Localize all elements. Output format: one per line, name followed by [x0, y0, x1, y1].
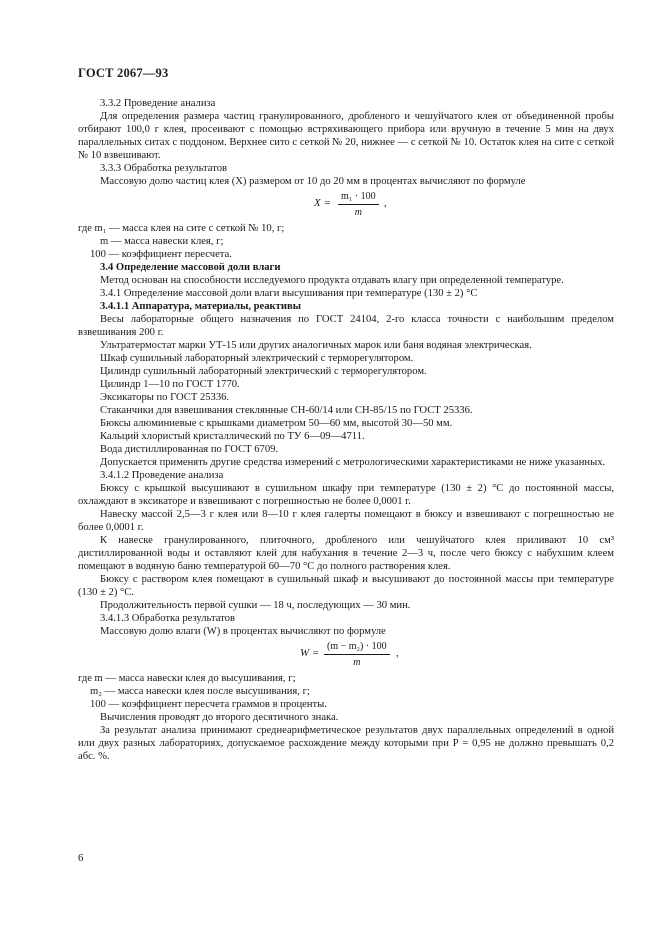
list-item: Кальций хлористый кристаллический по ТУ 6—09—4711. — [100, 431, 365, 442]
list-item: Стаканчики для взвешивания стеклянные СН-60/14 или СН-85/15 по ГОСТ 25336. — [100, 405, 473, 416]
paragraph: Бюксу с раствором клея помещают в сушильный шкаф и высушивают до постоянной массы при температуре (130 ± 2) °С. — [78, 574, 614, 598]
paragraph: Массовую долю влаги (W) в процентах вычисляют по формуле — [100, 626, 386, 637]
list-item: Вода дистиллированная по ГОСТ 6709. — [100, 444, 279, 455]
formula-lhs: X = — [314, 197, 331, 209]
section-3-3-2-title: 3.3.2 Проведение анализа — [100, 98, 216, 109]
definition-line: где m₁ — масса клея на сите с сеткой № 10, г; — [78, 223, 285, 234]
formula-lhs: W = — [300, 647, 320, 659]
formula-tail: , — [396, 647, 399, 659]
section-3-3-3-title: 3.3.3 Обработка результатов — [100, 163, 227, 174]
list-item: Бюксы алюминиевые с крышками диаметром 50—60 мм, высотой 30—50 мм. — [100, 418, 453, 429]
paragraph: Навеску массой 2,5—3 г клея или 8—10 г клея галерты помещают в бюксу и взвешивают с погрешностью не более 0,0001 г. — [78, 509, 614, 533]
formula-fraction — [324, 640, 390, 669]
paragraph: Бюксу с крышкой высушивают в сушильном шкафу при температуре (130 ± 2) °С до постоянной массы, охлаждают в эксикаторе и взвешивают с погрешностью не более 0,0001 г. — [78, 483, 614, 507]
paragraph: Вычисления проводят до второго десятичного знака. — [100, 712, 339, 723]
paragraph: Допускается применять другие средства измерений с метрологическими характеристиками не ниже указанных. — [100, 457, 606, 468]
formula-denominator: m — [353, 657, 361, 668]
formula-numerator: (m − m₂) · 100 — [324, 640, 390, 655]
section-3-4-1-2-title: 3.4.1.2 Проведение анализа — [100, 470, 224, 481]
paragraph: Массовую долю частиц клея (X) размером от 10 до 20 мм в процентах вычисляют по формуле — [100, 176, 526, 187]
definition-line: 100 — коэффициент пересчета. — [90, 249, 232, 260]
formula-numerator: m₁ · 100 — [338, 190, 379, 205]
formula-particle-fraction — [78, 188, 614, 222]
formula-denominator: m — [354, 207, 362, 218]
section-3-4-1-title: 3.4.1 Определение массовой доли влаги высушивания при температуре (130 ± 2) °С — [100, 288, 478, 299]
document-body — [78, 97, 614, 763]
formula-tail: , — [384, 197, 387, 209]
definition-line: 100 — коэффициент пересчета граммов в проценты. — [90, 699, 327, 710]
list-item: Ультратермостат марки УТ-15 или других аналогичных марок или баня водяная электрическая. — [100, 340, 532, 351]
formula-fraction — [338, 190, 379, 219]
section-3-4-1-3-title: 3.4.1.3 Обработка результатов — [100, 613, 235, 624]
section-3-4-title: 3.4 Определение массовой доли влаги — [100, 262, 281, 273]
definition-line: где m — масса навески клея до высушивания, г; — [78, 673, 296, 684]
list-item: Цилиндр сушильный лабораторный электрический с терморегулятором. — [100, 366, 427, 377]
section-3-4-1-1-title: 3.4.1.1 Аппаратура, материалы, реактивы — [100, 301, 301, 312]
list-item: Шкаф сушильный лабораторный электрический с терморегулятором. — [100, 353, 414, 364]
formula-moisture-fraction — [78, 638, 614, 672]
definition-line: m — масса навески клея, г; — [100, 236, 224, 247]
paragraph: К навеске гранулированного, плиточного, дробленого или чешуйчатого клея приливают 10 см³ дистиллированной воды и оставляют клей для набухания в течение 2—3 ч, после чего бюксу с набухшим клеем помещают в водяную баню температурой 60—70 °С до полного растворения клея. — [78, 535, 614, 572]
paragraph: Метод основан на способности исследуемого продукта отдавать влагу при определенной температуре. — [100, 275, 564, 286]
list-item: Весы лабораторные общего назначения по ГОСТ 24104, 2-го класса точности с наибольшим пределом взвешивания 200 г. — [78, 314, 614, 338]
paragraph: За результат анализа принимают среднеарифметическое результатов двух параллельных определений в одной или двух разных лабораториях, допускаемое расхождение между которыми при P = 0,95 не должно превышать 0,2 абс. %. — [78, 725, 614, 762]
list-item: Цилиндр 1—10 по ГОСТ 1770. — [100, 379, 240, 390]
list-item: Эксикаторы по ГОСТ 25336. — [100, 392, 230, 403]
paragraph: Продолжительность первой сушки — 18 ч, последующих — 30 мин. — [100, 600, 411, 611]
paragraph: Для определения размера частиц гранулированного, дробленого и чешуйчатого клея от объединенной пробы отбирают 100,0 г клея, просеивают с помощью встряхивающего прибора или вручную в течение 5 мин на двух параллельных ситах с поддоном. Верхнее сито с сеткой № 20, нижнее — с сеткой № 10. Остаток клея на сите с сеткой № 10 взвешивают. — [78, 111, 614, 161]
standard-header: ГОСТ 2067—93 — [78, 66, 169, 80]
page-number: 6 — [78, 852, 84, 864]
definition-line: m₂ — масса навески клея после высушивания, г; — [90, 686, 310, 697]
